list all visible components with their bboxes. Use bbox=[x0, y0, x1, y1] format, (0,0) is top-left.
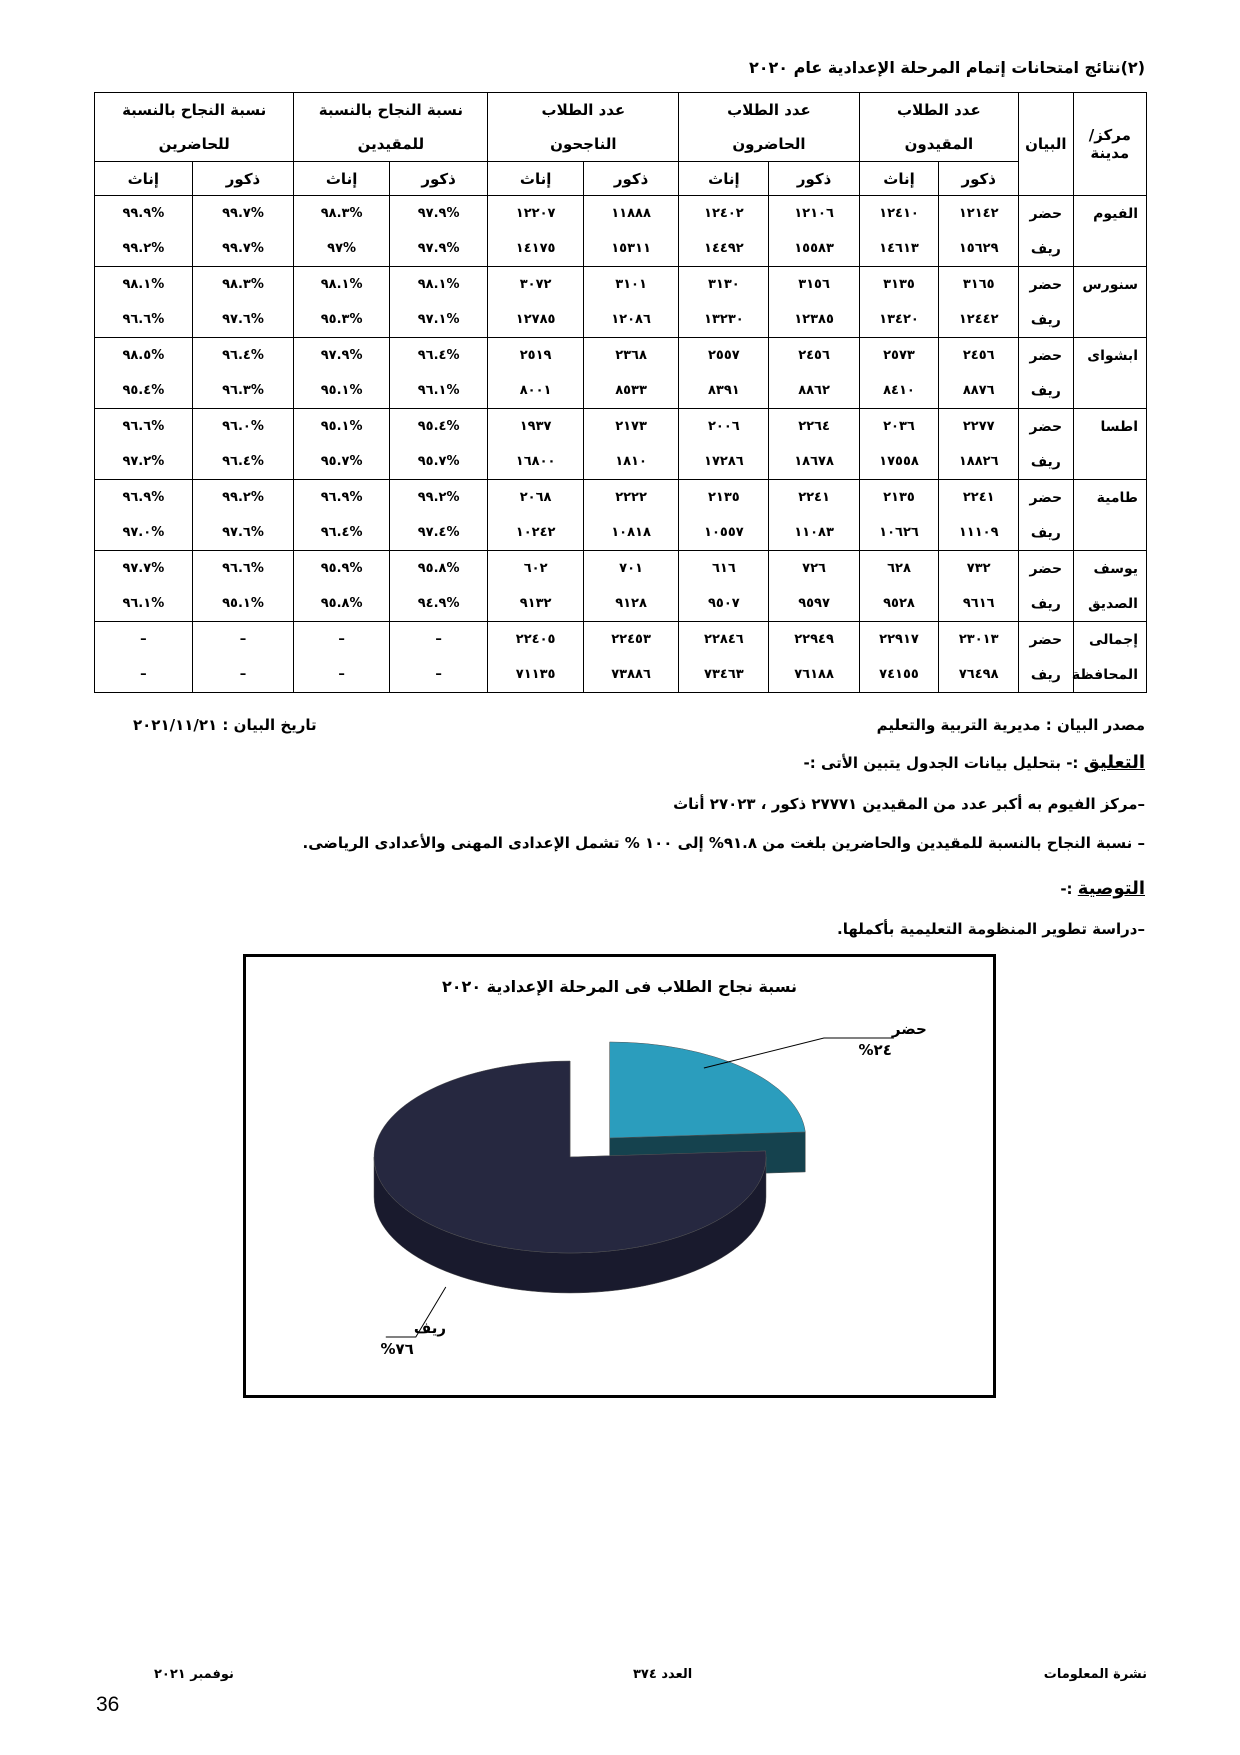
table-cell: – bbox=[192, 622, 294, 658]
table-row bbox=[95, 409, 1147, 445]
table-cell: ٨٣٩١ bbox=[679, 374, 769, 409]
area-type-cell: ريف bbox=[1019, 658, 1074, 693]
table-cell: ٨٥٣٣ bbox=[583, 374, 678, 409]
area-type-cell: حضر bbox=[1019, 409, 1074, 445]
table-cell: %٩٦.٣ bbox=[192, 374, 294, 409]
recommendation-suffix: :- bbox=[1060, 880, 1078, 898]
table-cell: ٢٢٤٥٣ bbox=[583, 622, 678, 658]
table-cell: – bbox=[95, 658, 193, 693]
table-cell: %٩٨.١ bbox=[294, 267, 389, 303]
table-cell: %٩٧.٠ bbox=[95, 516, 193, 551]
table-cell: ٣١٣٥ bbox=[859, 267, 939, 303]
table-cell: ١٧٢٨٦ bbox=[679, 445, 769, 480]
table-cell: %٩٧ bbox=[294, 232, 389, 267]
table-cell: ٢٤٥٦ bbox=[939, 338, 1019, 374]
table-cell: ١٤١٧٥ bbox=[488, 232, 583, 267]
table-cell: ٢٣٦٨ bbox=[583, 338, 678, 374]
recommendation-intro bbox=[1060, 878, 1145, 899]
table-cell: ١٢٣٨٥ bbox=[769, 303, 859, 338]
table-cell: ٢٥٧٣ bbox=[859, 338, 939, 374]
table-header-row bbox=[95, 93, 1147, 162]
center-name-cell bbox=[1073, 445, 1146, 480]
comment-intro bbox=[804, 752, 1146, 773]
recommendation-heading: التوصية bbox=[1077, 878, 1145, 899]
table-cell: %٩٦.٤ bbox=[294, 516, 389, 551]
table-cell: %٩٩.٩ bbox=[95, 196, 193, 232]
table-cell: %٩٥.٤ bbox=[95, 374, 193, 409]
table-cell: ١٢٢٠٧ bbox=[488, 196, 583, 232]
center-name-cell: طامية bbox=[1073, 480, 1146, 516]
area-type-cell: ريف bbox=[1019, 232, 1074, 267]
table-cell: – bbox=[192, 658, 294, 693]
table-cell: ٢٢٨٤٦ bbox=[679, 622, 769, 658]
table-cell: %٩٧.٧ bbox=[95, 551, 193, 587]
table-cell: %٩٧.٤ bbox=[389, 516, 488, 551]
table-cell: %٩٤.٩ bbox=[389, 587, 488, 622]
comment-line-1: –مركز الفيوم به أكبر عدد من المقيدين ٢٧٧٧١ ذكور ، ٢٧٠٢٣ أناث bbox=[673, 795, 1145, 813]
header-females: إناث bbox=[95, 162, 193, 196]
comment-intro-text: :- بتحليل بيانات الجدول يتبين الأتى :- bbox=[803, 754, 1084, 772]
table-cell: ٢٢٩٤٩ bbox=[769, 622, 859, 658]
table-cell: – bbox=[294, 622, 389, 658]
recommendation-line-1: –دراسة تطوير المنظومة التعليمية بأكملها. bbox=[837, 920, 1145, 938]
table-cell: ١٦٨٠٠ bbox=[488, 445, 583, 480]
pie-chart bbox=[243, 954, 996, 1398]
table-cell: ٣١٠١ bbox=[583, 267, 678, 303]
table-cell: ١١١٠٩ bbox=[939, 516, 1019, 551]
table-cell: ٦٢٨ bbox=[859, 551, 939, 587]
table-cell: %٩٥.٤ bbox=[389, 409, 488, 445]
table-cell: %٩٦.٤ bbox=[192, 445, 294, 480]
table-cell: %٩٦.٦ bbox=[95, 303, 193, 338]
table-cell: %٩٧.٦ bbox=[192, 516, 294, 551]
header-females: إناث bbox=[679, 162, 769, 196]
table-cell: ٧٣٤٦٣ bbox=[679, 658, 769, 693]
footer-date: نوفمبر ٢٠٢١ bbox=[154, 1667, 234, 1682]
header-type: البيان bbox=[1019, 93, 1074, 196]
table-cell: ٢٢٦٤ bbox=[769, 409, 859, 445]
table-cell: %٩٦.١ bbox=[95, 587, 193, 622]
table-cell: ٨٤١٠ bbox=[859, 374, 939, 409]
area-type-cell: ريف bbox=[1019, 587, 1074, 622]
table-cell: ١٢٤٠٢ bbox=[679, 196, 769, 232]
table-cell: %٩٧.٦ bbox=[192, 303, 294, 338]
table-cell: ٧٦١٨٨ bbox=[769, 658, 859, 693]
table-cell: ٢١٣٥ bbox=[679, 480, 769, 516]
table-cell: %٩٥.٣ bbox=[294, 303, 389, 338]
table-cell: ٨٨٧٦ bbox=[939, 374, 1019, 409]
header-females: إناث bbox=[294, 162, 389, 196]
table-cell: %٩٧.٩ bbox=[294, 338, 389, 374]
table-cell: %٩٩.٧ bbox=[192, 196, 294, 232]
table-cell: %٩٥.٩ bbox=[294, 551, 389, 587]
table-cell: ١٣٤٢٠ bbox=[859, 303, 939, 338]
table-row bbox=[95, 622, 1147, 658]
table-cell: %٩٩.٢ bbox=[95, 232, 193, 267]
table-row bbox=[95, 338, 1147, 374]
table-cell: %٩٧.٢ bbox=[95, 445, 193, 480]
table-cell: ٧٣٨٨٦ bbox=[583, 658, 678, 693]
area-type-cell: حضر bbox=[1019, 338, 1074, 374]
header-rate-present: نسبة النجاح بالنسبة للحاضرين bbox=[95, 93, 294, 162]
table-cell: ١٢١٤٢ bbox=[939, 196, 1019, 232]
header-registered: عدد الطلاب المقيدون bbox=[859, 93, 1018, 162]
results-table bbox=[94, 92, 1147, 693]
table-cell: ١٠٥٥٧ bbox=[679, 516, 769, 551]
table-cell: %٩٦.١ bbox=[389, 374, 488, 409]
center-name-cell: ابشواى bbox=[1073, 338, 1146, 374]
slice-value-label: %٢٤ bbox=[858, 1040, 892, 1059]
table-cell: ٧١١٣٥ bbox=[488, 658, 583, 693]
table-cell: ١٥٦٢٩ bbox=[939, 232, 1019, 267]
table-cell: ٨٠٠١ bbox=[488, 374, 583, 409]
center-name-cell bbox=[1073, 232, 1146, 267]
area-type-cell: حضر bbox=[1019, 480, 1074, 516]
center-name-cell: الفيوم bbox=[1073, 196, 1146, 232]
table-cell: %٩٩.٢ bbox=[389, 480, 488, 516]
table-cell: ٧٠١ bbox=[583, 551, 678, 587]
table-cell: %٩٥.١ bbox=[192, 587, 294, 622]
table-cell: ١٤٤٩٢ bbox=[679, 232, 769, 267]
table-cell: %٩٦.٤ bbox=[389, 338, 488, 374]
table-cell: %٩٨.٥ bbox=[95, 338, 193, 374]
center-name-cell: إجمالى bbox=[1073, 622, 1146, 658]
comment-line-2: – نسبة النجاح بالنسبة للمقيدين والحاضرين بلغت من ٩١.٨% إلى ١٠٠ % تشمل الإعدادى المهنى والأعدادى الرياضى. bbox=[302, 834, 1145, 852]
table-cell: ٩٥٩٧ bbox=[769, 587, 859, 622]
center-name-cell bbox=[1073, 516, 1146, 551]
slice-label: حضر bbox=[891, 1019, 927, 1038]
table-cell: ٢٢٩١٧ bbox=[859, 622, 939, 658]
table-cell: ٢٢٧٧ bbox=[939, 409, 1019, 445]
table-cell: ٧٢٦ bbox=[769, 551, 859, 587]
table-row bbox=[95, 480, 1147, 516]
header-rate-registered: نسبة النجاح بالنسبة للمقيدين bbox=[294, 93, 488, 162]
table-cell: ٢٠٦٨ bbox=[488, 480, 583, 516]
table-subheader-row bbox=[95, 162, 1147, 196]
table-cell: %٩٨.٣ bbox=[294, 196, 389, 232]
table-cell: %٩٦.٠ bbox=[192, 409, 294, 445]
table-cell: ٩٥٢٨ bbox=[859, 587, 939, 622]
table-cell: %٩٥.١ bbox=[294, 409, 389, 445]
table-cell: ٧٦٤٩٨ bbox=[939, 658, 1019, 693]
table-cell: ١٢٤٤٢ bbox=[939, 303, 1019, 338]
table-cell: %٩٧.٩ bbox=[389, 232, 488, 267]
table-cell: %٩٩.٢ bbox=[192, 480, 294, 516]
table-cell: ٦١٦ bbox=[679, 551, 769, 587]
table-cell: ١٤٦١٣ bbox=[859, 232, 939, 267]
table-cell: ٩٦١٦ bbox=[939, 587, 1019, 622]
table-cell: ١٩٣٧ bbox=[488, 409, 583, 445]
table-cell: ٢١٧٣ bbox=[583, 409, 678, 445]
table-cell: ٩٥٠٧ bbox=[679, 587, 769, 622]
table-cell: ٢٢٤١ bbox=[939, 480, 1019, 516]
area-type-cell: ريف bbox=[1019, 303, 1074, 338]
table-title: (٢)نتائج امتحانات إتمام المرحلة الإعدادية عام ٢٠٢٠ bbox=[748, 58, 1145, 77]
slice-label: ريف bbox=[413, 1318, 446, 1337]
center-name-cell: المحافظة bbox=[1073, 658, 1146, 693]
table-cell: %٩٧.١ bbox=[389, 303, 488, 338]
table-cell: ٢٥١٩ bbox=[488, 338, 583, 374]
table-cell: ٢٤٥٦ bbox=[769, 338, 859, 374]
table-cell: %٩٨.١ bbox=[389, 267, 488, 303]
header-present: عدد الطلاب الحاضرون bbox=[679, 93, 859, 162]
header-center: مركز/مدينة bbox=[1073, 93, 1146, 196]
table-cell: ٣١٣٠ bbox=[679, 267, 769, 303]
table-cell: %٩٨.٣ bbox=[192, 267, 294, 303]
table-cell: ٣٠٧٢ bbox=[488, 267, 583, 303]
table-cell: ١١٠٨٣ bbox=[769, 516, 859, 551]
table-row bbox=[95, 551, 1147, 587]
table-row bbox=[95, 445, 1147, 480]
header-females: إناث bbox=[488, 162, 583, 196]
header-passed: عدد الطلاب الناجحون bbox=[488, 93, 679, 162]
header-males: ذكور bbox=[389, 162, 488, 196]
table-cell: ٢٢٢٢ bbox=[583, 480, 678, 516]
table-row bbox=[95, 303, 1147, 338]
area-type-cell: حضر bbox=[1019, 551, 1074, 587]
slice-value-label: %٧٦ bbox=[380, 1339, 414, 1358]
table-cell: ٩١٣٢ bbox=[488, 587, 583, 622]
table-cell: ٣١٥٦ bbox=[769, 267, 859, 303]
table-row bbox=[95, 232, 1147, 267]
table-cell: ١٢٧٨٥ bbox=[488, 303, 583, 338]
table-row bbox=[95, 196, 1147, 232]
center-name-cell: يوسف bbox=[1073, 551, 1146, 587]
table-row bbox=[95, 658, 1147, 693]
data-date: تاريخ البيان : ٢٠٢١/١١/٢١ bbox=[133, 716, 317, 734]
table-row bbox=[95, 587, 1147, 622]
table-cell: – bbox=[389, 658, 488, 693]
header-males: ذكور bbox=[192, 162, 294, 196]
center-name-cell: الصديق bbox=[1073, 587, 1146, 622]
pie-chart-svg bbox=[246, 957, 993, 1395]
header-males: ذكور bbox=[769, 162, 859, 196]
header-females: إناث bbox=[859, 162, 939, 196]
table-cell: %٩٦.٤ bbox=[192, 338, 294, 374]
table-cell: %٩٧.٩ bbox=[389, 196, 488, 232]
table-cell: ١٢٠٨٦ bbox=[583, 303, 678, 338]
table-cell: %٩٦.٦ bbox=[95, 409, 193, 445]
table-cell: ١٠٨١٨ bbox=[583, 516, 678, 551]
table-cell: ٧٣٢ bbox=[939, 551, 1019, 587]
area-type-cell: حضر bbox=[1019, 267, 1074, 303]
table-cell: – bbox=[389, 622, 488, 658]
area-type-cell: ريف bbox=[1019, 516, 1074, 551]
table-cell: – bbox=[95, 622, 193, 658]
table-cell: %٩٥.٧ bbox=[294, 445, 389, 480]
area-type-cell: حضر bbox=[1019, 196, 1074, 232]
table-cell: ١٢١٠٦ bbox=[769, 196, 859, 232]
table-cell: %٩٥.٨ bbox=[389, 551, 488, 587]
table-cell: ١٨١٠ bbox=[583, 445, 678, 480]
table-cell: %٩٩.٧ bbox=[192, 232, 294, 267]
table-body bbox=[95, 196, 1147, 693]
table-cell: ٦٠٢ bbox=[488, 551, 583, 587]
table-cell: ٢١٣٥ bbox=[859, 480, 939, 516]
area-type-cell: حضر bbox=[1019, 622, 1074, 658]
table-cell: ١٥٥٨٣ bbox=[769, 232, 859, 267]
table-cell: ١٧٥٥٨ bbox=[859, 445, 939, 480]
table-cell: %٩٦.٦ bbox=[192, 551, 294, 587]
table-cell: %٩٥.٨ bbox=[294, 587, 389, 622]
table-cell: %٩٦.٩ bbox=[294, 480, 389, 516]
table-cell: %٩٨.١ bbox=[95, 267, 193, 303]
pie-slice-urban bbox=[610, 1042, 806, 1138]
data-source: مصدر البيان : مديرية التربية والتعليم bbox=[876, 716, 1145, 734]
table-cell: ١٨٦٧٨ bbox=[769, 445, 859, 480]
table-cell: ١٠٦٢٦ bbox=[859, 516, 939, 551]
table-cell: ٢٥٥٧ bbox=[679, 338, 769, 374]
area-type-cell: ريف bbox=[1019, 374, 1074, 409]
table-cell: ١٣٢٣٠ bbox=[679, 303, 769, 338]
table-row bbox=[95, 374, 1147, 409]
table-cell: ٨٨٦٢ bbox=[769, 374, 859, 409]
footer-publication: نشرة المعلومات bbox=[1043, 1667, 1147, 1682]
table-cell: ٧٤١٥٥ bbox=[859, 658, 939, 693]
table-cell: ٢٢٤٠٥ bbox=[488, 622, 583, 658]
area-type-cell: ريف bbox=[1019, 445, 1074, 480]
table-cell: ٢٠٣٦ bbox=[859, 409, 939, 445]
table-row bbox=[95, 267, 1147, 303]
table-cell: ١٢٤١٠ bbox=[859, 196, 939, 232]
table-cell: – bbox=[294, 658, 389, 693]
table-cell: ١٥٣١١ bbox=[583, 232, 678, 267]
table-cell: ١٨٨٢٦ bbox=[939, 445, 1019, 480]
chart-title: نسبة نجاح الطلاب فى المرحلة الإعدادية ٢٠٢٠ bbox=[442, 977, 797, 996]
header-males: ذكور bbox=[939, 162, 1019, 196]
center-name-cell: سنورس bbox=[1073, 267, 1146, 303]
table-cell: ٢٣٠١٣ bbox=[939, 622, 1019, 658]
header-males: ذكور bbox=[583, 162, 678, 196]
table-cell: ٣١٦٥ bbox=[939, 267, 1019, 303]
table-cell: ٢٠٠٦ bbox=[679, 409, 769, 445]
table-row bbox=[95, 516, 1147, 551]
table-cell: %٩٥.٧ bbox=[389, 445, 488, 480]
table-cell: %٩٦.٩ bbox=[95, 480, 193, 516]
center-name-cell: اطسا bbox=[1073, 409, 1146, 445]
table-cell: ٩١٢٨ bbox=[583, 587, 678, 622]
table-cell: ١١٨٨٨ bbox=[583, 196, 678, 232]
page-number: 36 bbox=[96, 1693, 120, 1716]
footer-issue: العدد ٣٧٤ bbox=[633, 1667, 693, 1682]
table-cell: %٩٥.١ bbox=[294, 374, 389, 409]
table-cell: ١٠٢٤٢ bbox=[488, 516, 583, 551]
table-cell: ٢٢٤١ bbox=[769, 480, 859, 516]
center-name-cell bbox=[1073, 374, 1146, 409]
center-name-cell bbox=[1073, 303, 1146, 338]
comment-heading: التعليق bbox=[1083, 752, 1145, 773]
